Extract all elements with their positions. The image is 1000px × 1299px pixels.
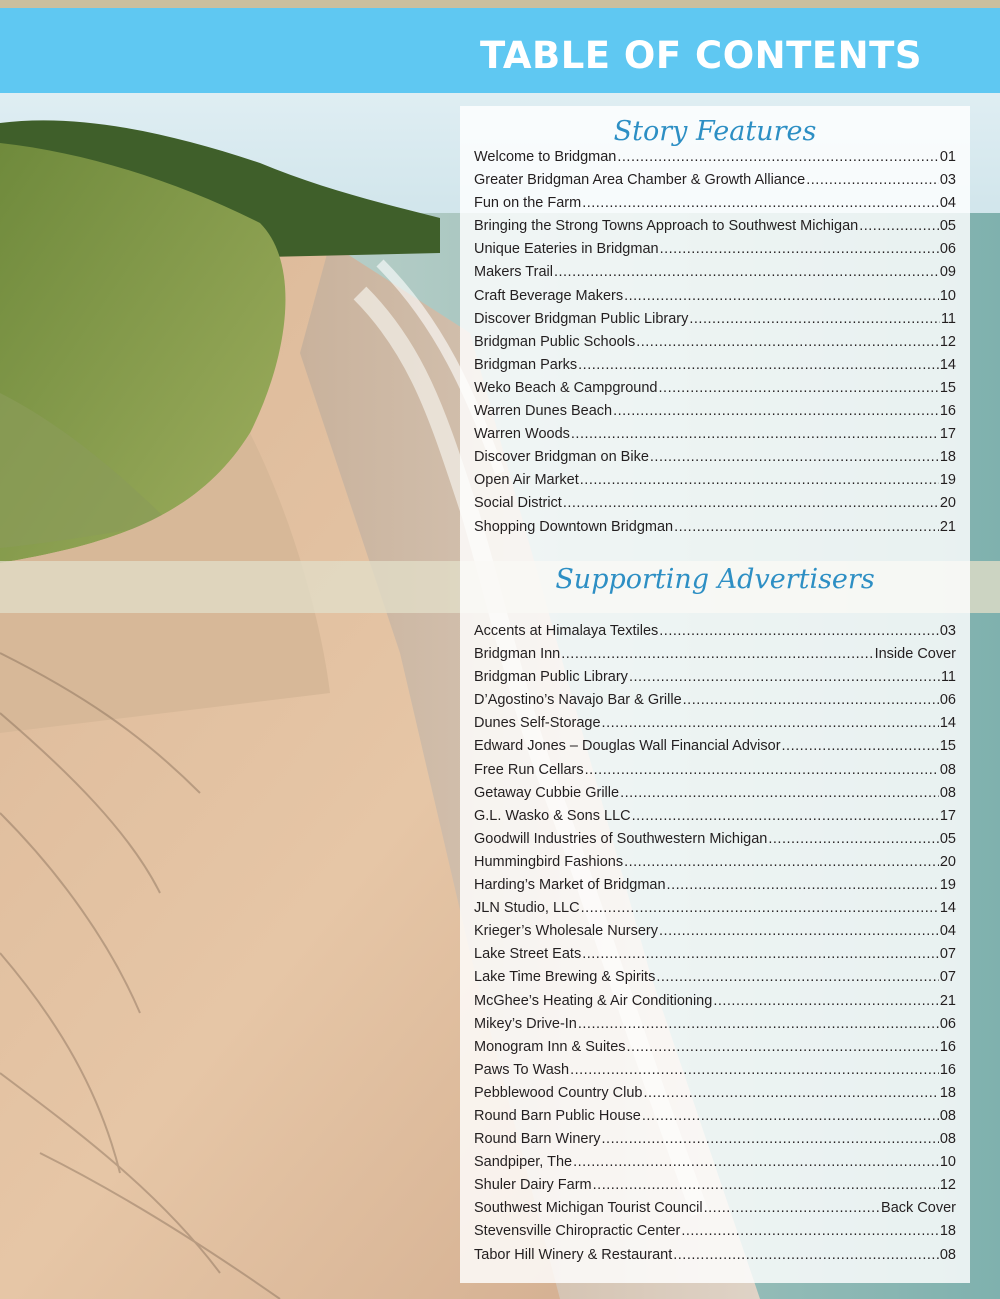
- toc-entry: [474, 149, 956, 172]
- toc-entry: [474, 1039, 956, 1062]
- toc-entry-title: Makers Trail: [474, 264, 553, 281]
- toc-entry-page: 06: [939, 241, 956, 258]
- dot-leader: [580, 472, 939, 488]
- toc-entry-page: 14: [939, 900, 956, 917]
- dot-leader: [620, 785, 939, 801]
- toc-entry-page: 05: [939, 218, 956, 235]
- toc-entry-title: Bringing the Strong Towns Approach to Southwest Michigan: [474, 218, 859, 235]
- page-title: TABLE OF CONTENTS: [480, 34, 922, 77]
- toc-entry-title: Open Air Market: [474, 472, 579, 489]
- dot-leader: [624, 854, 939, 870]
- dot-leader: [667, 877, 939, 893]
- toc-entry: [474, 334, 956, 357]
- toc-entry: [474, 715, 956, 738]
- toc-entry-title: Krieger’s Wholesale Nursery: [474, 923, 659, 940]
- toc-entry-title: Round Barn Winery: [474, 1131, 601, 1148]
- toc-entry-page: 08: [939, 1246, 956, 1263]
- dot-leader: [782, 738, 939, 754]
- top-accent-line: [0, 0, 1000, 8]
- toc-entry-page: 18: [939, 449, 956, 466]
- dot-leader: [573, 1154, 939, 1170]
- toc-entry-title: Mikey’s Drive-In: [474, 1015, 577, 1032]
- dot-leader: [627, 1039, 939, 1055]
- toc-entry-page: 10: [939, 1154, 956, 1171]
- toc-entry-title: Greater Bridgman Area Chamber & Growth Alliance: [474, 172, 806, 189]
- toc-entry-title: Shuler Dairy Farm: [474, 1177, 592, 1194]
- dot-leader: [656, 969, 939, 985]
- toc-entry: [474, 923, 956, 946]
- toc-entry-title: Monogram Inn & Suites: [474, 1038, 626, 1055]
- toc-entry: [474, 993, 956, 1016]
- toc-entry-title: Dunes Self-Storage: [474, 715, 601, 732]
- toc-entry-title: Warren Woods: [474, 426, 570, 443]
- dot-leader: [578, 357, 939, 373]
- toc-entry: [474, 264, 956, 287]
- toc-entry-page: 15: [939, 379, 956, 396]
- toc-entry-title: G.L. Wasko & Sons LLC: [474, 807, 631, 824]
- toc-entry-page: 03: [939, 172, 956, 189]
- toc-entry-title: Discover Bridgman on Bike: [474, 449, 649, 466]
- toc-entry-page: Back Cover: [881, 1200, 956, 1217]
- dot-leader: [582, 946, 939, 962]
- dot-leader: [650, 449, 939, 465]
- dot-leader: [629, 669, 940, 685]
- toc-entry-title: Round Barn Public House: [474, 1107, 641, 1124]
- dot-leader: [561, 646, 873, 662]
- toc-entry: [474, 785, 956, 808]
- toc-entry-title: Hummingbird Fashions: [474, 853, 624, 870]
- dot-leader: [689, 311, 940, 327]
- toc-entry-page: 11: [940, 669, 956, 686]
- toc-entry-title: Stevensville Chiropractic Center: [474, 1223, 681, 1240]
- toc-entry-title: Fun on the Farm: [474, 195, 582, 212]
- toc-entry-title: Welcome to Bridgman: [474, 149, 617, 165]
- toc-entry-page: 01: [939, 149, 956, 165]
- toc-entry: [474, 1085, 956, 1108]
- toc-entry-page: 08: [939, 1131, 956, 1148]
- toc-entry-title: Bridgman Parks: [474, 356, 578, 373]
- toc-entry-title: Shopping Downtown Bridgman: [474, 518, 674, 535]
- toc-entry: [474, 969, 956, 992]
- dot-leader: [659, 923, 939, 939]
- toc-entry-page: 21: [939, 518, 956, 535]
- dot-leader: [768, 831, 938, 847]
- toc-entry: [474, 288, 956, 311]
- toc-entry-page: 19: [939, 877, 956, 894]
- toc-entry-title: Social District: [474, 495, 562, 512]
- toc-entry-title: Craft Beverage Makers: [474, 287, 624, 304]
- dot-leader: [674, 519, 939, 535]
- dot-leader: [602, 1131, 939, 1147]
- toc-entry: [474, 403, 956, 426]
- toc-entry-title: Unique Eateries in Bridgman: [474, 241, 659, 258]
- toc-entry: [474, 519, 956, 542]
- toc-entry-page: 17: [939, 807, 956, 824]
- toc-entry-page: 20: [939, 853, 956, 870]
- toc-entry-page: 04: [939, 923, 956, 940]
- toc-entry: [474, 900, 956, 923]
- toc-entry-title: Edward Jones – Douglas Wall Financial Advisor: [474, 738, 781, 755]
- toc-entry-title: Paws To Wash: [474, 1061, 570, 1078]
- toc-entry: [474, 195, 956, 218]
- toc-entry-title: Bridgman Inn: [474, 646, 561, 663]
- dot-leader: [642, 1108, 939, 1124]
- toc-entry-title: Harding’s Market of Bridgman: [474, 877, 666, 894]
- dot-leader: [602, 715, 939, 731]
- toc-entry: [474, 449, 956, 472]
- dot-leader: [806, 172, 939, 188]
- toc-entry-title: Warren Dunes Beach: [474, 403, 613, 420]
- dot-leader: [659, 623, 939, 639]
- dot-leader: [632, 808, 939, 824]
- dot-leader: [563, 495, 939, 511]
- dot-leader: [859, 218, 939, 234]
- toc-entry-page: 08: [939, 784, 956, 801]
- dot-leader: [581, 900, 939, 916]
- toc-entry-page: 20: [939, 495, 956, 512]
- toc-entry: [474, 692, 956, 715]
- toc-entry-page: 18: [939, 1223, 956, 1240]
- header-bar: [0, 8, 1000, 93]
- dot-leader: [704, 1200, 880, 1216]
- toc-entry-title: Bridgman Public Schools: [474, 333, 636, 350]
- dot-leader: [660, 241, 939, 257]
- toc-entry-title: Getaway Cubbie Grille: [474, 784, 620, 801]
- toc-entry: [474, 877, 956, 900]
- toc-entry-page: 18: [939, 1084, 956, 1101]
- toc-entry-page: 05: [939, 830, 956, 847]
- toc-entry-page: 14: [939, 715, 956, 732]
- toc-entry-page: 08: [939, 761, 956, 778]
- toc-entry: [474, 854, 956, 877]
- toc-entry-title: Weko Beach & Campground: [474, 379, 658, 396]
- toc-entry-title: Discover Bridgman Public Library: [474, 310, 689, 327]
- toc-entry-page: Inside Cover: [874, 646, 956, 663]
- supporting-advertisers-list: [474, 623, 956, 1270]
- toc-entry: [474, 357, 956, 380]
- toc-entry-page: 16: [939, 1038, 956, 1055]
- toc-entry: [474, 172, 956, 195]
- toc-entry-title: Tabor Hill Winery & Restaurant: [474, 1246, 673, 1263]
- dot-leader: [713, 993, 939, 1009]
- toc-entry: [474, 946, 956, 969]
- toc-entry: [474, 241, 956, 264]
- toc-entry-page: 07: [939, 969, 956, 986]
- toc-entry: [474, 1177, 956, 1200]
- toc-entry-page: 09: [939, 264, 956, 281]
- toc-entry: [474, 495, 956, 518]
- dot-leader: [554, 264, 939, 280]
- toc-entry: [474, 1131, 956, 1154]
- toc-entry-page: 06: [939, 1015, 956, 1032]
- contents-panel: [460, 106, 970, 1283]
- dot-leader: [624, 288, 939, 304]
- toc-entry: [474, 1062, 956, 1085]
- dot-leader: [571, 426, 939, 442]
- toc-entry: [474, 1223, 956, 1246]
- toc-entry: [474, 218, 956, 241]
- dot-leader: [681, 1223, 939, 1239]
- toc-entry-page: 16: [939, 1061, 956, 1078]
- toc-entry-title: D’Agostino’s Navajo Bar & Grille: [474, 692, 682, 709]
- toc-entry: [474, 311, 956, 334]
- toc-entry-title: Goodwill Industries of Southwestern Michigan: [474, 830, 768, 847]
- dot-leader: [593, 1177, 939, 1193]
- toc-entry: [474, 738, 956, 761]
- dot-leader: [585, 762, 939, 778]
- toc-entry-page: 10: [939, 287, 956, 304]
- toc-entry-page: 11: [940, 310, 956, 327]
- dot-leader: [643, 1085, 938, 1101]
- dot-leader: [673, 1247, 939, 1263]
- supporting-advertisers-heading: Supporting Advertisers: [555, 564, 875, 595]
- toc-entry-title: Lake Street Eats: [474, 946, 582, 963]
- toc-entry: [474, 623, 956, 646]
- dot-leader: [582, 195, 939, 211]
- toc-entry: [474, 831, 956, 854]
- dot-leader: [659, 380, 939, 396]
- toc-entry: [474, 1154, 956, 1177]
- dot-leader: [683, 692, 939, 708]
- toc-entry: [474, 472, 956, 495]
- toc-entry-page: 06: [939, 692, 956, 709]
- toc-entry: [474, 380, 956, 403]
- toc-entry-title: Lake Time Brewing & Spirits: [474, 969, 656, 986]
- toc-entry: [474, 646, 956, 669]
- toc-entry-page: 08: [939, 1107, 956, 1124]
- story-features-list: [474, 149, 956, 542]
- toc-entry-page: 12: [939, 333, 956, 350]
- toc-entry: [474, 1247, 956, 1270]
- toc-entry: [474, 426, 956, 449]
- toc-entry: [474, 808, 956, 831]
- toc-entry-page: 03: [939, 623, 956, 639]
- toc-entry-title: JLN Studio, LLC: [474, 900, 580, 917]
- toc-entry: [474, 762, 956, 785]
- toc-entry: [474, 1016, 956, 1039]
- toc-entry-page: 12: [939, 1177, 956, 1194]
- toc-entry-page: 21: [939, 992, 956, 1009]
- toc-entry: [474, 669, 956, 692]
- toc-entry-title: Sandpiper, The: [474, 1154, 573, 1171]
- toc-entry-title: Southwest Michigan Tourist Council: [474, 1200, 703, 1217]
- toc-entry: [474, 1108, 956, 1131]
- story-features-heading: Story Features: [613, 116, 817, 147]
- dot-leader: [617, 149, 938, 165]
- toc-entry: [474, 1200, 956, 1223]
- toc-entry-page: 14: [939, 356, 956, 373]
- toc-entry-page: 07: [939, 946, 956, 963]
- toc-entry-page: 15: [939, 738, 956, 755]
- toc-entry-page: 04: [939, 195, 956, 212]
- toc-entry-title: McGhee’s Heating & Air Conditioning: [474, 992, 713, 1009]
- dot-leader: [578, 1016, 939, 1032]
- toc-entry-page: 17: [939, 426, 956, 443]
- toc-entry-page: 19: [939, 472, 956, 489]
- dot-leader: [570, 1062, 939, 1078]
- toc-entry-title: Free Run Cellars: [474, 761, 584, 778]
- toc-entry-title: Bridgman Public Library: [474, 669, 628, 686]
- toc-entry-title: Pebblewood Country Club: [474, 1084, 643, 1101]
- dot-leader: [613, 403, 939, 419]
- toc-entry-title: Accents at Himalaya Textiles: [474, 623, 659, 639]
- toc-entry-page: 16: [939, 403, 956, 420]
- dot-leader: [636, 334, 939, 350]
